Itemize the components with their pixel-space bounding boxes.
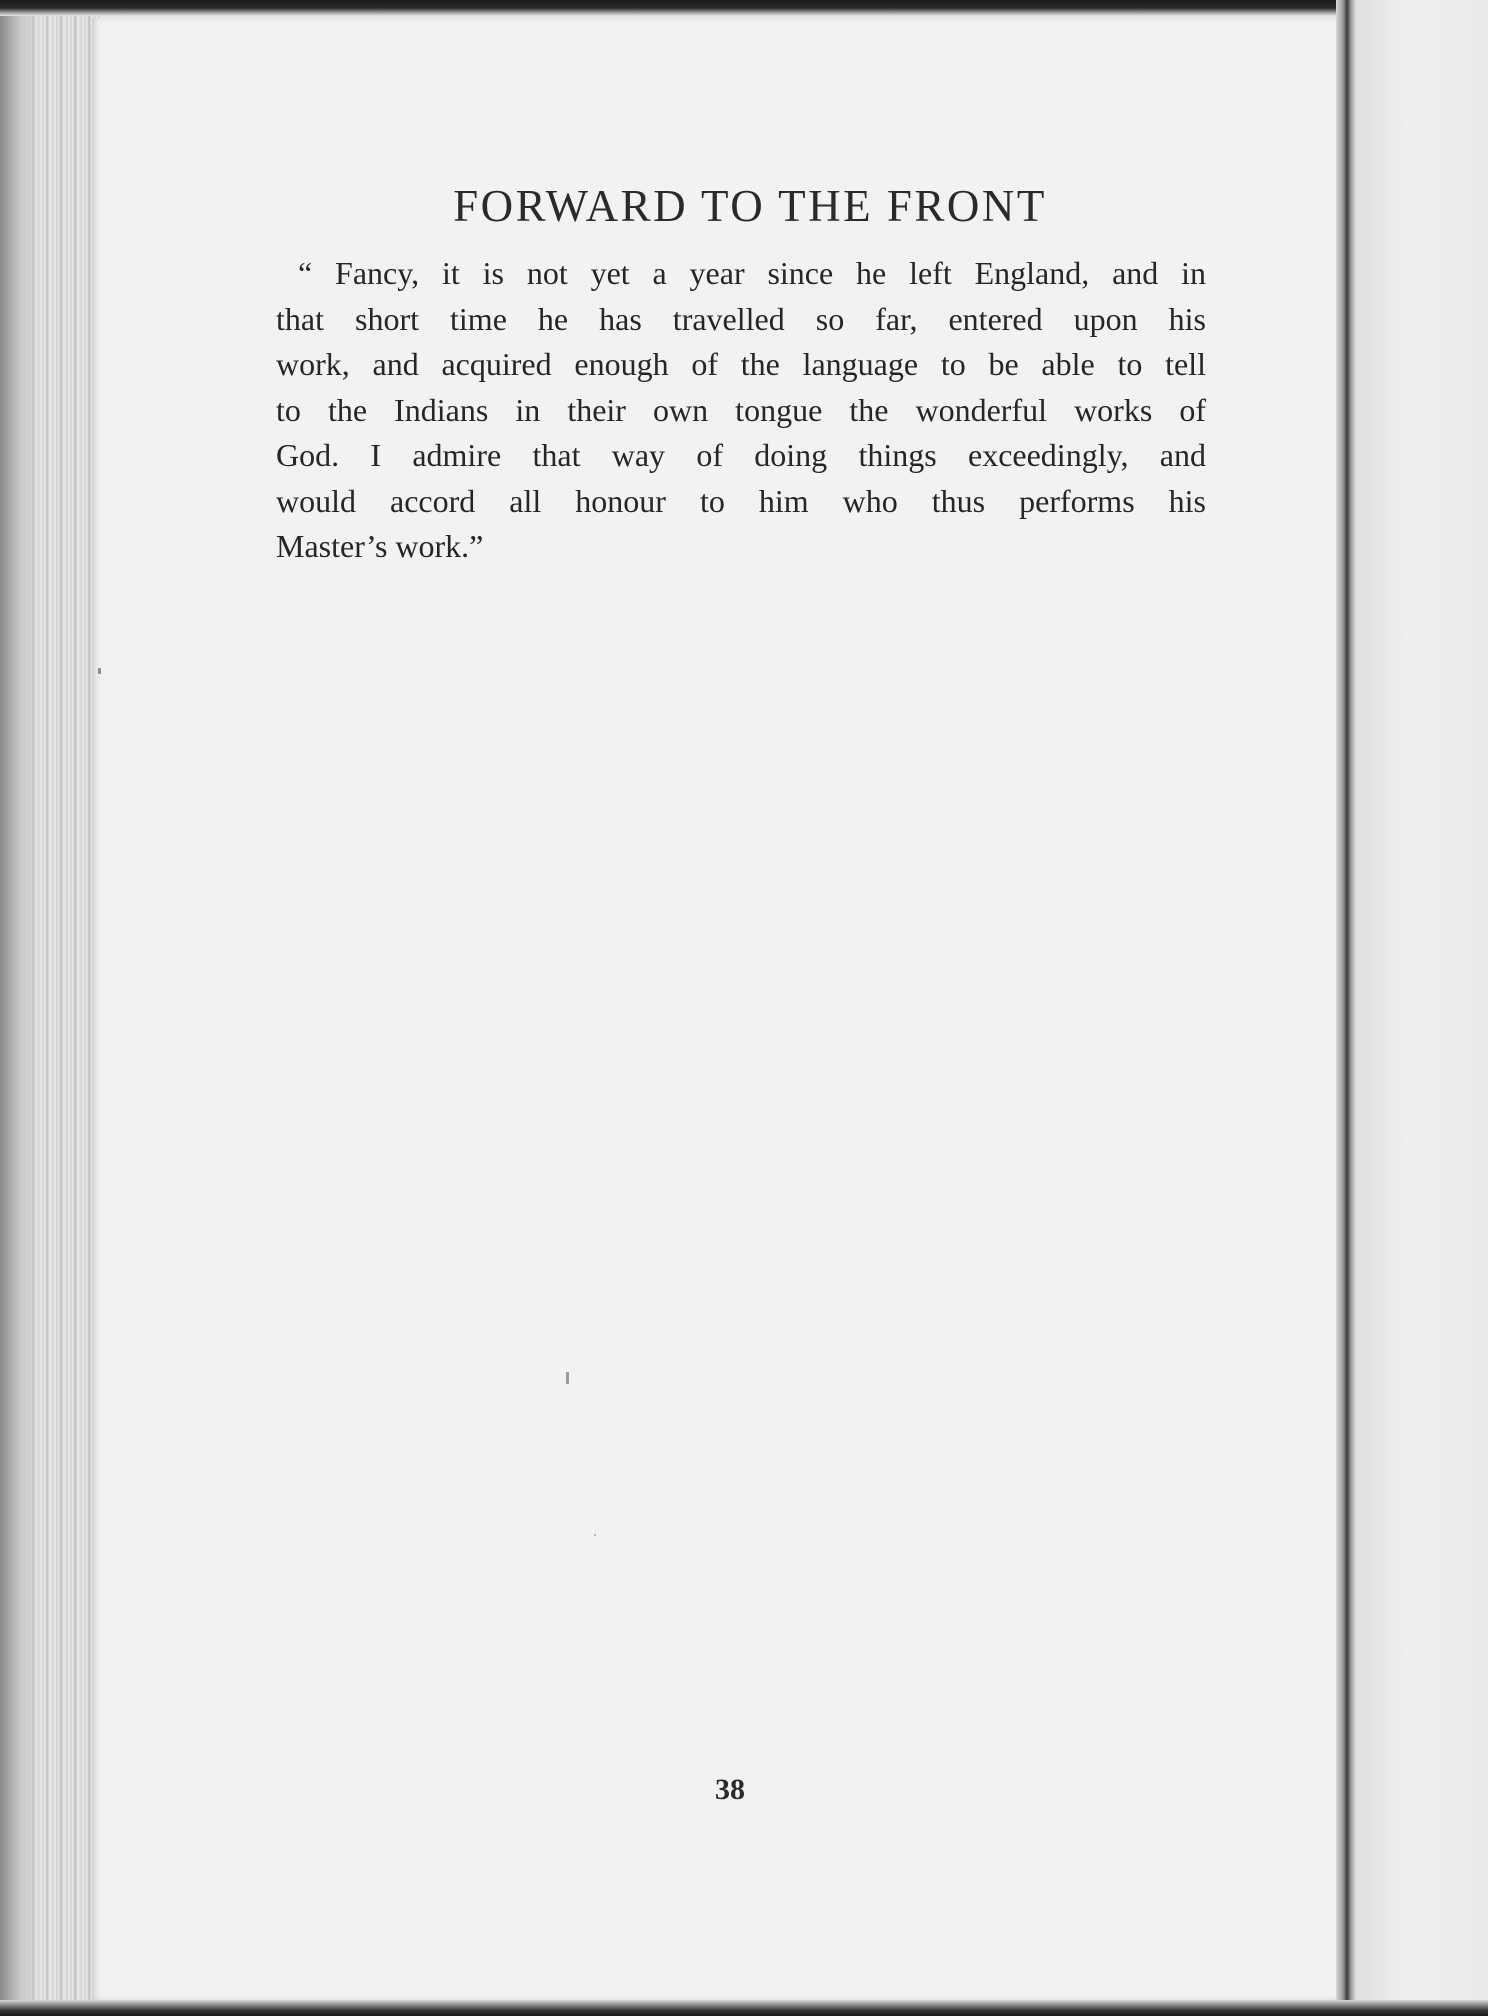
body-paragraph bbox=[276, 251, 1206, 570]
page-number: 38 bbox=[715, 1773, 745, 1806]
scan-speck bbox=[98, 668, 101, 674]
text-line: to the Indians in their own tongue the wonderful works of bbox=[276, 391, 1206, 428]
scan-top-border bbox=[0, 0, 1488, 16]
text-line: would accord all honour to him who thus performs his bbox=[276, 482, 1206, 519]
text-line: work, and acquired enough of the language to be able to tell bbox=[276, 346, 1206, 382]
scan-bottom-border bbox=[0, 2000, 1488, 2016]
scan-speck bbox=[594, 1534, 596, 1536]
text-line: that short time he has travelled so far, entered upon his bbox=[276, 300, 1206, 337]
text-line: God. I admire that way of doing things exceedingly, and bbox=[276, 437, 1206, 473]
text-line: “ Fancy, it is not yet a year since he left England, and in bbox=[298, 255, 1206, 291]
scan-speck bbox=[566, 1372, 569, 1384]
text-line: Master’s work.” bbox=[276, 528, 484, 564]
facing-page-edge bbox=[1356, 0, 1488, 2016]
book-edge-shadow bbox=[0, 0, 40, 2016]
book-gutter bbox=[1336, 0, 1356, 2016]
running-head-title: FORWARD TO THE FRONT bbox=[453, 181, 1047, 231]
